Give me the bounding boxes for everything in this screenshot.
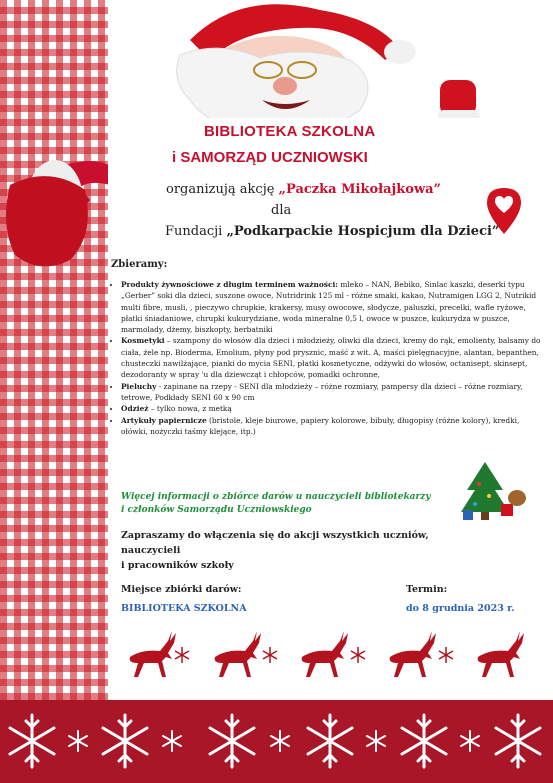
invite-text xyxy=(121,528,481,573)
list-item xyxy=(121,381,541,404)
foundation-line xyxy=(165,224,499,239)
title-student-council: i SAMORZĄD UCZNIOWSKI xyxy=(172,149,368,166)
snowflake-icon xyxy=(103,715,147,767)
item-text: – tylko nowa, z metką xyxy=(148,404,232,414)
list-item xyxy=(121,335,541,380)
snowflake-icon xyxy=(308,715,352,767)
for-text: dla xyxy=(271,203,292,218)
item-text: (bristole, kleje biurowe, papiery kolorowe, bibuły, długopisy (różne kolory), kredki, ołówki, nożyczki taśmy klejące, itp.) xyxy=(121,415,520,436)
snowflake-icon xyxy=(175,647,189,663)
snowflake-icon xyxy=(367,731,385,751)
organize-line xyxy=(166,182,441,197)
foundation-name: „Podkarpackie Hospicjum dla Dzieci” xyxy=(226,224,500,239)
title-library: BIBLIOTEKA SZKOLNA xyxy=(204,123,376,140)
item-text: – szampony do włosów dla dzieci i młodzieży, oliwki dla dzieci, kremy do rąk, emolienty, balsamy do ciała, żele np. Bioderma, Emolium, płyny pod prysznic, maść z wit. A, maści pielęgnacyjne, alantan, bepanthen, chusteczki nawilżające, pianki do mycia SENI, płatki kosmetyczne, odżywki do włosów, octanisept, skinsept, dezodoranty w spray 'u dla dziewcząt i chłopców, pomadki ochronne, xyxy=(121,336,541,380)
reindeer-icon xyxy=(130,631,176,677)
organize-text: organizują akcję xyxy=(166,182,279,197)
action-name: „Paczka Mikołajkowa” xyxy=(278,182,442,197)
list-item xyxy=(121,415,541,438)
term-value: do 8 grudnia 2023 r. xyxy=(406,603,515,614)
gingham-background xyxy=(0,0,108,700)
christmas-tree-icon xyxy=(455,460,530,525)
collect-heading: Zbieramy: xyxy=(111,259,168,270)
snowflake-icon xyxy=(461,731,479,751)
snowflake-icon xyxy=(351,647,365,663)
list-item xyxy=(121,279,541,335)
list-item xyxy=(121,403,541,414)
snowflake-icon xyxy=(402,715,446,767)
info-text xyxy=(121,491,451,517)
location-value: BIBLIOTEKA SZKOLNA xyxy=(121,603,247,614)
item-title: Produkty żywnościowe z długim terminem ważności: xyxy=(121,280,338,289)
snowflake-icon xyxy=(69,731,87,751)
heart-pin-icon xyxy=(485,186,523,236)
snowflake-icon xyxy=(210,715,254,767)
snowflake-icon xyxy=(271,731,289,751)
invite-line-2: i pracowników szkoły xyxy=(121,560,234,571)
foundation-prefix: Fundacji xyxy=(165,224,227,239)
snowflake-icon xyxy=(496,715,540,767)
reindeer-row xyxy=(112,625,552,685)
collect-list xyxy=(105,279,541,437)
location-label: Miejsce zbiórki darów: xyxy=(121,584,242,595)
snowflake-icon xyxy=(439,647,453,663)
snowflake-icon xyxy=(10,715,54,767)
snowflake-border xyxy=(0,700,553,783)
info-line-1: Więcej informacji o zbiórce darów u nauczycieli bibliotekarzy xyxy=(121,492,431,502)
reindeer-icon xyxy=(215,631,261,677)
item-text: mleko – NAN, Bebiko, Sinlac kaszki, deserki typu „Gerber” soki dla dzieci, suszone owoce, Nutridrink 125 ml - różne smaki, kakao, Nutramigen LGG 2, Nutrikid multi fibre, musli, , pieczywo chrupkie, krakersy, musy owocowe, słodycze, paluszki, precelki, wafle ryżowe, płatki śniadaniowe, chrupki kukurydziane, woda mineralne 0,5 l, owoce w puszce, kukurydza w puszce, marmolady, dżemy, biszkopty, herbatniki xyxy=(121,280,537,335)
reindeer-icon xyxy=(302,631,348,677)
gift-sack xyxy=(0,165,95,270)
item-title: Pieluchy xyxy=(121,381,157,391)
snowflake-icon xyxy=(263,647,277,663)
item-title: Artykuły papiernicze xyxy=(121,415,207,425)
reindeer-icon xyxy=(478,631,524,677)
reindeer-icon xyxy=(390,631,436,677)
item-text: - zapinane na rzepy - SENI dla młodzieży – różne rozmiary, pampersy dla dzieci – różne rozmiary, tetrowe, Podkłady SENI 60 x 90 cm xyxy=(121,381,523,402)
invite-line-1: Zapraszamy do włączenia się do akcji wszystkich uczniów, nauczycieli xyxy=(121,530,429,556)
item-title: Kosmetyki xyxy=(121,336,165,346)
info-line-2: i członków Samorządu Uczniowskiego xyxy=(121,505,312,515)
item-title: Odzież xyxy=(121,404,149,414)
term-label: Termin: xyxy=(406,584,448,595)
snowflake-icon xyxy=(163,731,181,751)
